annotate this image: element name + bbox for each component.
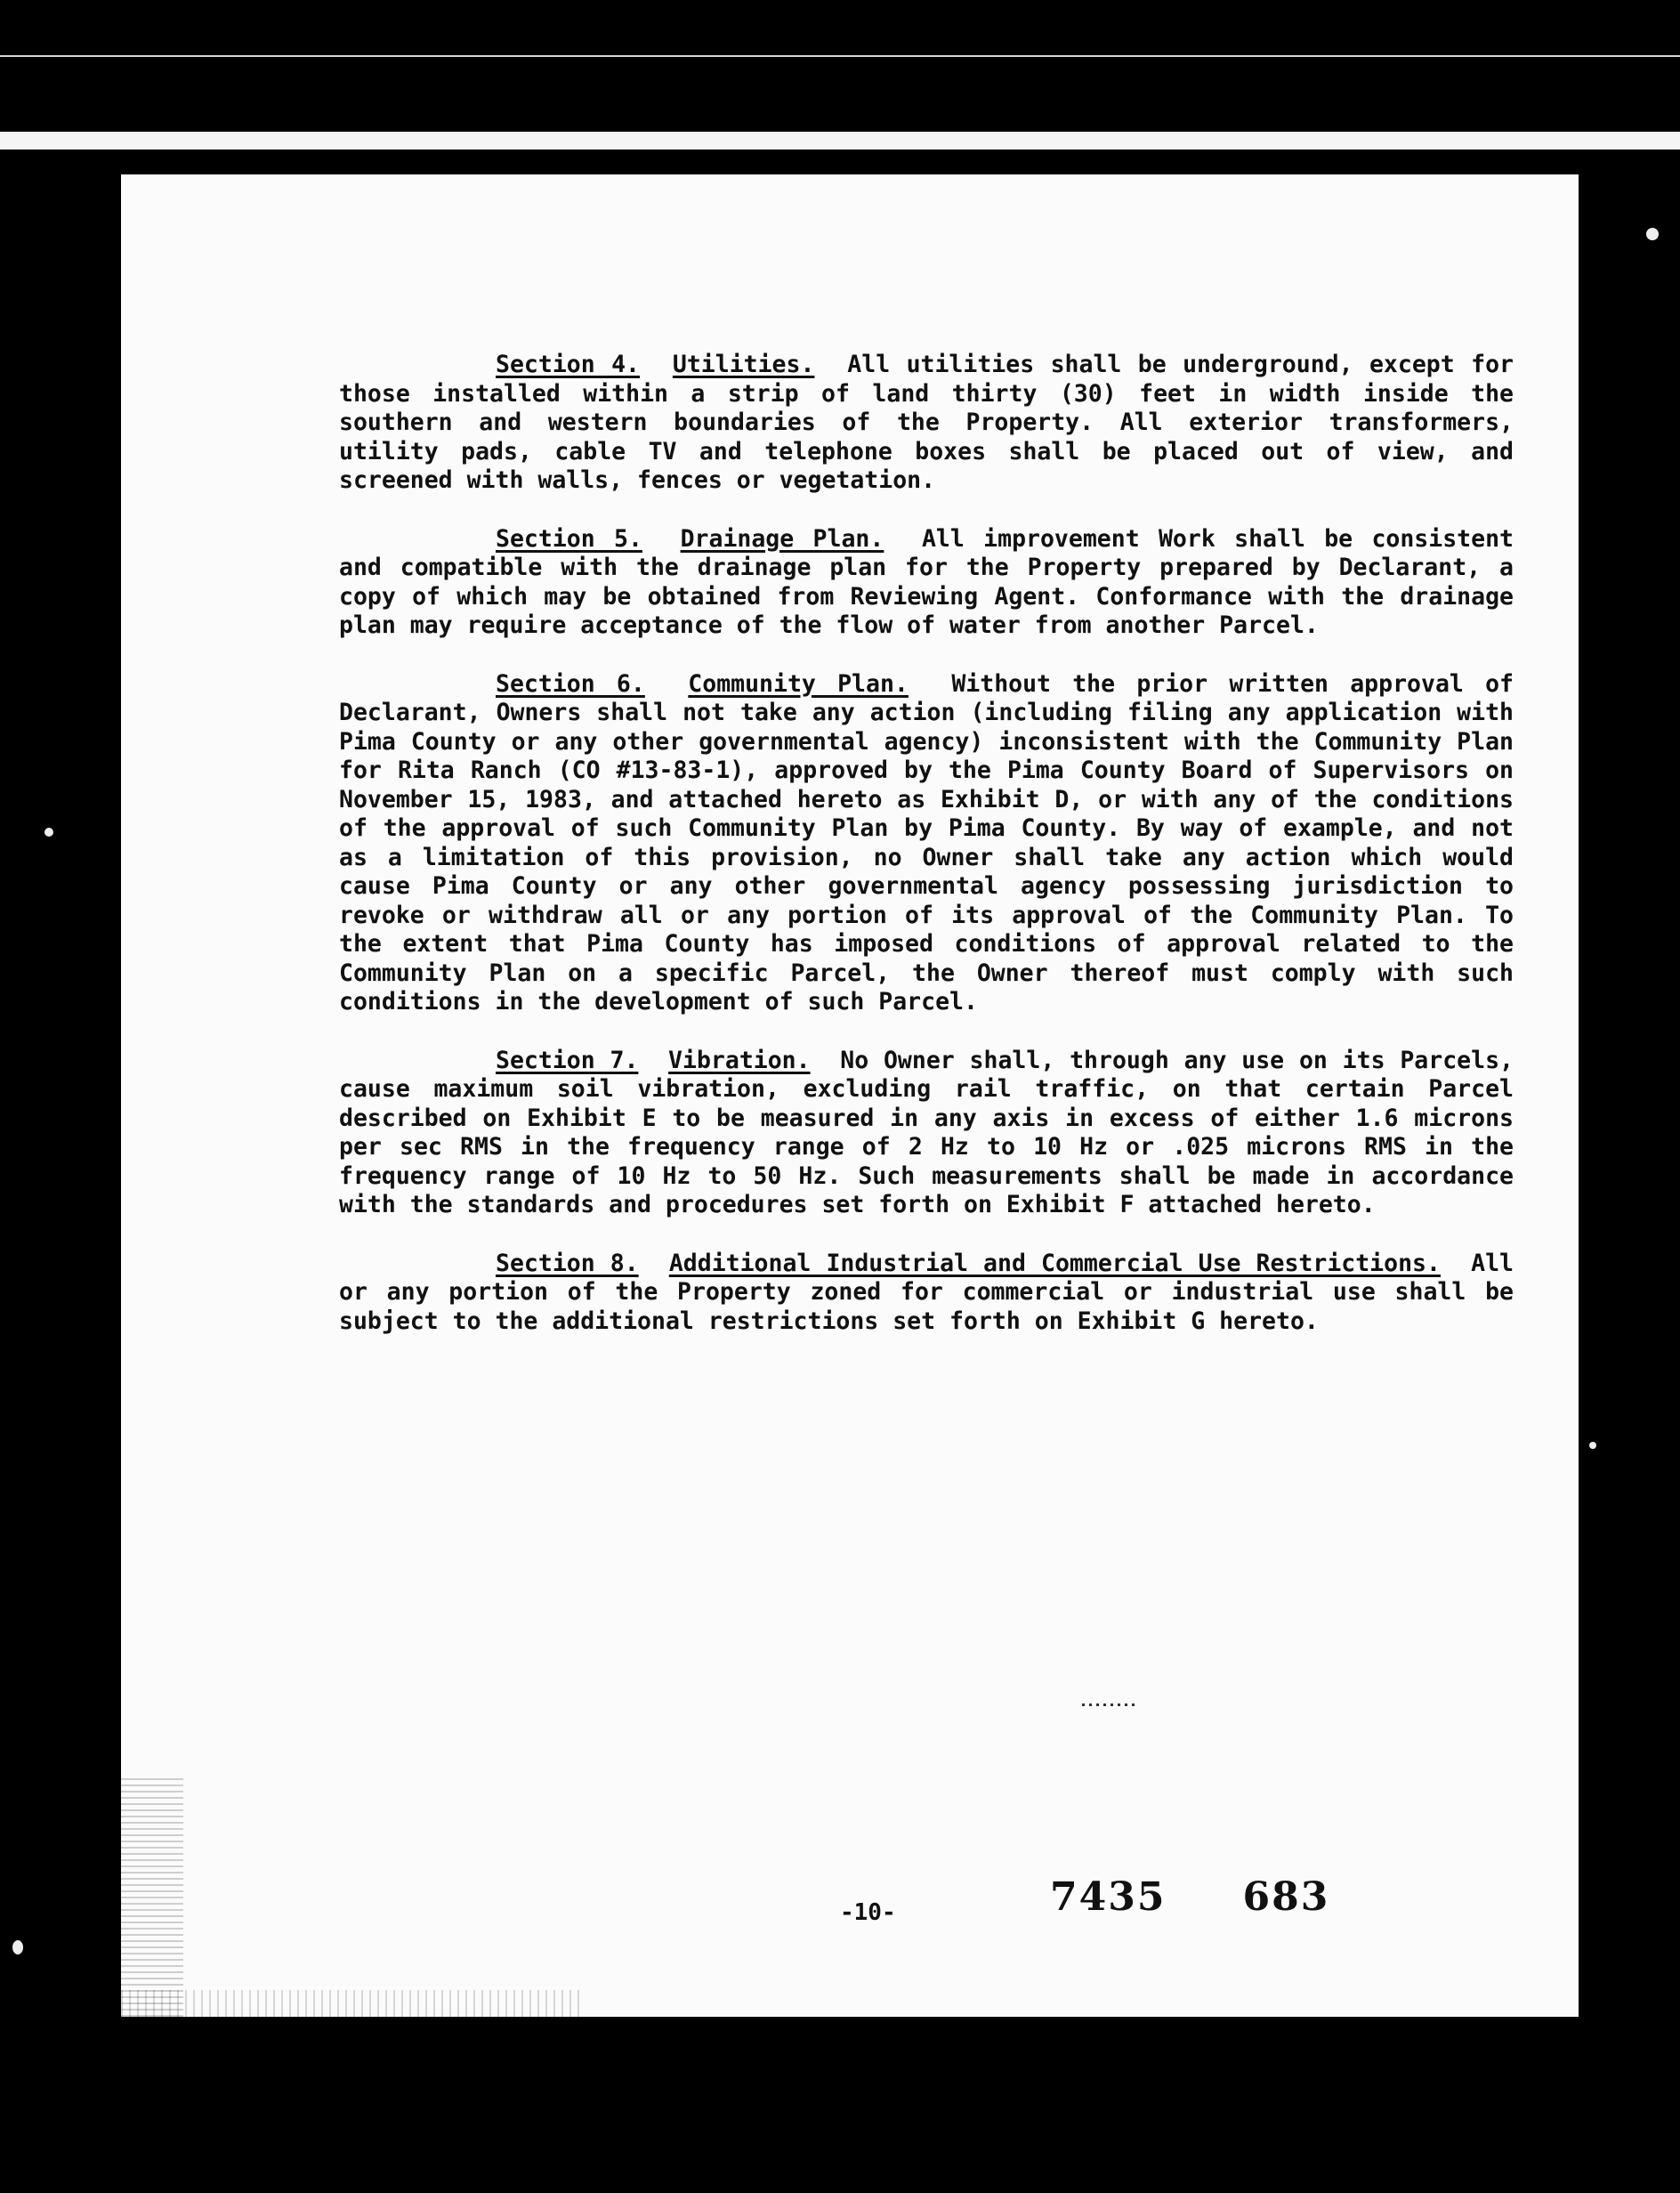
book-number: 7435 — [1050, 1874, 1167, 1920]
scan-edge-line — [0, 55, 1680, 57]
recording-stamp — [1050, 1874, 1406, 1920]
section-number: Section 4. — [496, 351, 641, 378]
section-title: Vibration. — [668, 1046, 811, 1074]
section-text: No Owner shall, through any use on its Parcels, cause maximum soil vibration, excluding rail traffic, on that certain Parcel described on Exhibit E to be measured in any axis in excess of either 1.6 microns per sec RMS in the frequency range of 2 Hz to 10 Hz or .025 microns RMS in the frequency range of 10 Hz to 50 Hz. Such measurements shall be made in accordance with the standards and procedures set forth on Exhibit F attached hereto. — [339, 1046, 1514, 1218]
page-number: -10- — [840, 1899, 896, 1926]
section-8 — [339, 1250, 1514, 1337]
section-text: All or any portion of the Property zoned for commercial or industrial use shall be subject to the additional restrictions set forth on Exhibit G hereto. — [339, 1249, 1514, 1335]
section-5 — [339, 525, 1514, 641]
section-text: All utilities shall be underground, except for those installed within a strip of land thirty (30) feet in width inside the southern and western boundaries of the Property. All exterior transformers, utility pads, cable TV and telephone boxes shall be placed out of view, and screened with walls, fences or vegetation. — [339, 351, 1514, 494]
section-number: Section 8. — [496, 1249, 639, 1277]
scan-dots — [1082, 1703, 1135, 1706]
document-page — [121, 174, 1579, 2017]
scan-speck — [1646, 228, 1659, 240]
section-title: Utilities. — [672, 351, 815, 378]
section-title: Community Plan. — [688, 669, 909, 698]
section-title: Additional Industrial and Commercial Use Restrictions. — [668, 1249, 1441, 1277]
section-title: Drainage Plan. — [680, 524, 884, 553]
section-number: Section 6. — [496, 669, 645, 698]
scan-speck — [44, 828, 53, 837]
scan-noise — [121, 1990, 584, 2017]
scan-speck — [1589, 1442, 1596, 1449]
section-6 — [339, 670, 1514, 1017]
scan-top-band — [0, 132, 1680, 150]
section-4 — [339, 351, 1514, 496]
section-text: All improvement Work shall be consistent and compatible with the drainage plan for the Property prepared by Declarant, a copy of which may be obtained from Reviewing Agent. Conformance with the drainage plan may require acceptance of the flow of water from another Parcel. — [339, 524, 1514, 639]
section-number: Section 5. — [496, 524, 642, 553]
scan-noise — [121, 1776, 183, 2017]
scan-speck — [12, 1940, 23, 1954]
document-body — [339, 351, 1514, 1365]
section-number: Section 7. — [496, 1046, 639, 1074]
section-text: Without the prior written approval of Declarant, Owners shall not take any action (including filing any application with Pima County or any other governmental agency) inconsistent with the Community Plan for Rita Ranch (CO #13-83-1), approved by the Pima County Board of Supervisors on November 15, 1983, and attached hereto as Exhibit D, or with any of the conditions of the approval of such Community Plan by Pima County. By way of example, and not as a limitation of this provision, no Owner shall take any action which would cause Pima County or any other governmental agency possessing jurisdiction to revoke or withdraw all or any portion of its approval of the Community Plan. To the extent that Pima County has imposed conditions of approval related to the Community Plan on a specific Parcel, the Owner thereof must comply with such conditions in the development of such Parcel. — [339, 669, 1514, 1016]
recorded-page-number: 683 — [1242, 1874, 1330, 1920]
section-7 — [339, 1047, 1514, 1220]
